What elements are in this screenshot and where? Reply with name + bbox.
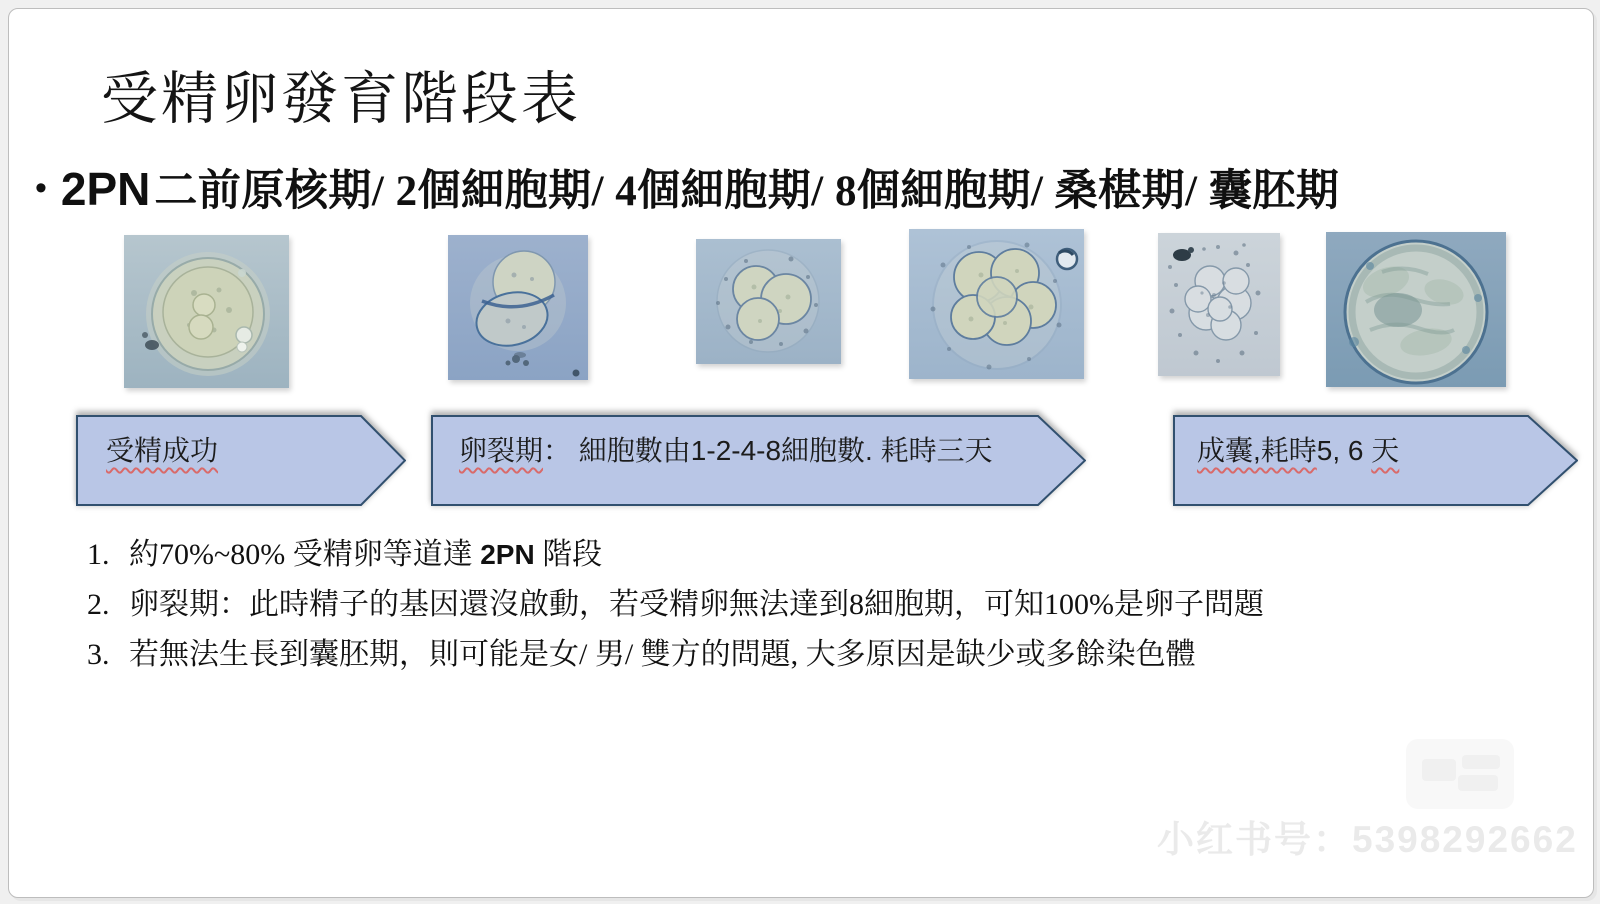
arrow-banner-blastocyst — [1173, 415, 1578, 506]
bullet-stage-list: 二前原核期/ 2個細胞期/ 4個細胞期/ 8個細胞期/ 桑椹期/ 囊胚期 — [154, 168, 1340, 215]
stages-bullet-line — [35, 157, 1339, 218]
arrow-text-underlined: 卵裂期 — [459, 435, 544, 466]
note-item-3 — [87, 629, 1196, 673]
xiaohongshu-logo-watermark — [1406, 739, 1514, 809]
arrow-text-underlined: 成囊,耗時 — [1197, 435, 1317, 466]
2pn-embryo-micrograph — [124, 235, 289, 388]
arrow-banner-fertilization — [76, 415, 406, 506]
note-text: 卵裂期：此時精子的基因還沒啟動，若受精卵無法達到8細胞期，可知100%是卵子問題 — [129, 588, 1264, 621]
arrow-label — [106, 429, 218, 469]
arrow-text-rest: ： 細胞數由1-2-4-8細胞數. 耗時三天 — [543, 435, 993, 466]
note-term-2pn: 2PN — [480, 539, 535, 570]
arrow-label — [1197, 429, 1399, 469]
note-number: 3. — [87, 638, 110, 671]
blastocyst-micrograph — [1326, 232, 1506, 387]
arrow-label — [459, 429, 993, 469]
arrow-text-middle: 5, 6 — [1316, 435, 1372, 466]
morula-micrograph — [1158, 233, 1280, 376]
note-number: 1. — [87, 538, 110, 571]
slide-page — [8, 8, 1594, 898]
arrow-text-underlined-2: 天 — [1371, 435, 1400, 466]
slide-title: 受精卵發育階段表 — [101, 68, 581, 131]
bullet-marker: • — [35, 169, 47, 207]
arrow-banner-cleavage — [431, 415, 1086, 506]
note-text-post: 階段 — [534, 538, 603, 571]
bullet-term-2pn: 2PN — [60, 163, 151, 215]
note-text: 若無法生長到囊胚期，則可能是女/ 男/ 雙方的問題, 大多原因是缺少或多餘染色體 — [129, 638, 1196, 671]
arrow-text-underlined: 受精成功 — [106, 435, 219, 466]
note-item-1 — [87, 529, 602, 573]
eight-cell-embryo-micrograph — [909, 229, 1084, 379]
note-item-2 — [87, 579, 1264, 623]
note-number: 2. — [87, 588, 110, 621]
four-cell-embryo-micrograph — [696, 239, 841, 364]
two-cell-embryo-micrograph — [448, 235, 588, 380]
watermark-account-id: 小红书号：5398292662 — [1157, 819, 1578, 860]
note-text-pre: 約70%~80% 受精卵等道達 — [129, 538, 481, 571]
